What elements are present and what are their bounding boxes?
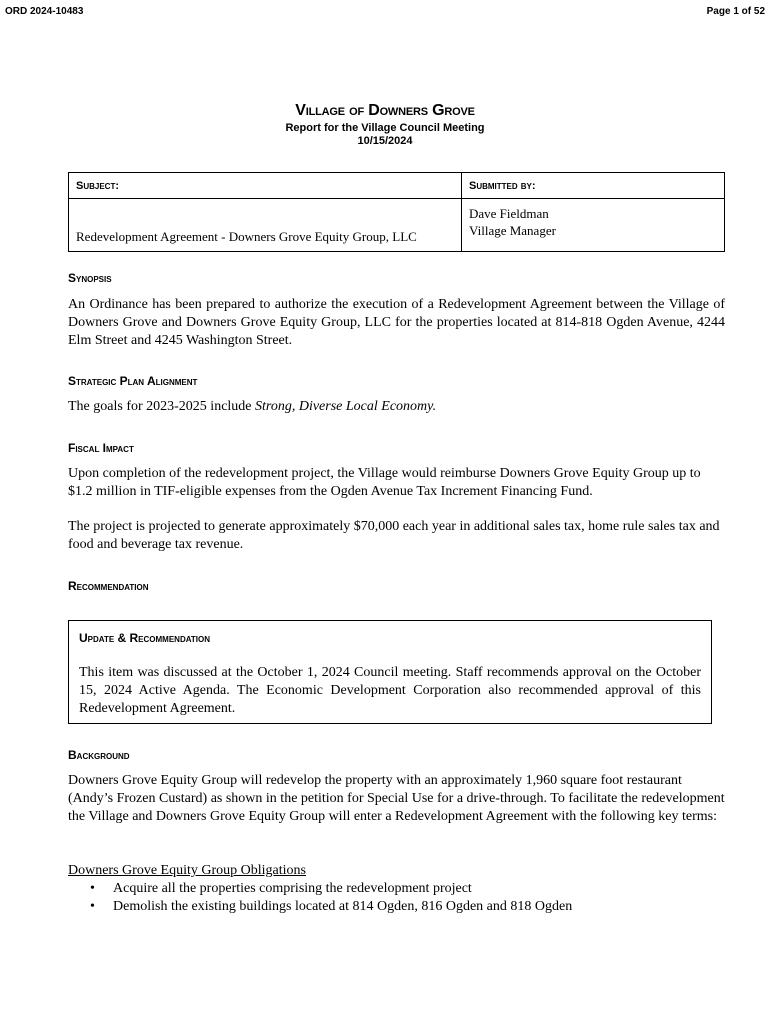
background-text: Downers Grove Equity Group will redevelop the property with an approximately 1,960 square foot restaurant (Andy’s Frozen Custard) as shown in the petition for Special Use for a drive-through. To facilitate the redevelopment the Village and Downers Grove Equity Group will enter a Redevelopment Agreement with the following key terms: — [68, 773, 725, 824]
document-id: ORD 2024-10483 — [5, 6, 84, 17]
fiscal-impact-para1: Upon completion of the redevelopment project, the Village would reimburse Downers Grove Equity Group up to $1.2 million in TIF-eligible expenses from the Ogden Avenue Tax Increment Financing Fund. — [68, 466, 701, 499]
background-heading: Background — [68, 748, 130, 762]
fiscal-impact-para2: The project is projected to generate approximately $70,000 each year in additional sales tax, home rule sales tax and food and beverage tax revenue. — [68, 519, 720, 552]
report-subtitle: Report for the Village Council Meeting — [285, 122, 485, 134]
obligations-list — [68, 880, 572, 916]
update-recommendation-text: This item was discussed at the October 1, 2024 Council meeting. Staff recommends approval on the October 15, 2024 Active Agenda. The Economic Development Corporation also recommended approval of this Redevelopment Agreement. — [79, 665, 701, 716]
meeting-date: 10/15/2024 — [357, 135, 413, 147]
fiscal-impact-heading: Fiscal Impact — [68, 441, 134, 455]
update-recommendation-heading: Update & Recommendation — [79, 631, 211, 645]
submitted-by-label: Submitted by: — [462, 173, 725, 199]
subject-value: Redevelopment Agreement - Downers Grove Equity Group, LLC — [69, 199, 462, 252]
strategic-plan-goal: Strong, Diverse Local Economy. — [255, 399, 437, 414]
update-recommendation-box — [68, 620, 712, 724]
submitter-title: Village Manager — [469, 223, 556, 238]
strategic-plan-prefix: The goals for 2023-2025 include — [68, 399, 256, 414]
synopsis-heading: Synopsis — [68, 271, 112, 285]
strategic-plan-text — [68, 398, 725, 416]
page-title: Village of Downers Grove — [295, 102, 475, 119]
recommendation-heading: Recommendation — [68, 579, 149, 593]
subject-table — [68, 172, 725, 252]
submitter-name: Dave Fieldman — [469, 206, 549, 221]
synopsis-text: An Ordinance has been prepared to authorize the execution of a Redevelopment Agreement between the Village of Downers Grove and Downers Grove Equity Group, LLC for the properties located at 814-818 Ogden Avenue, 4244 Elm Street and 4245 Washington Street. — [68, 297, 725, 348]
subject-label: Subject: — [69, 173, 462, 199]
strategic-plan-heading: Strategic Plan Alignment — [68, 374, 198, 388]
submitter-cell — [462, 199, 725, 252]
page-number: Page 1 of 52 — [706, 6, 765, 17]
list-item: • Acquire all the properties comprising the redevelopment project — [113, 880, 572, 898]
list-item: • Demolish the existing buildings located at 814 Ogden, 816 Ogden and 818 Ogden — [113, 898, 572, 916]
report-title-block — [0, 102, 770, 147]
obligations-heading: Downers Grove Equity Group Obligations — [68, 863, 306, 878]
